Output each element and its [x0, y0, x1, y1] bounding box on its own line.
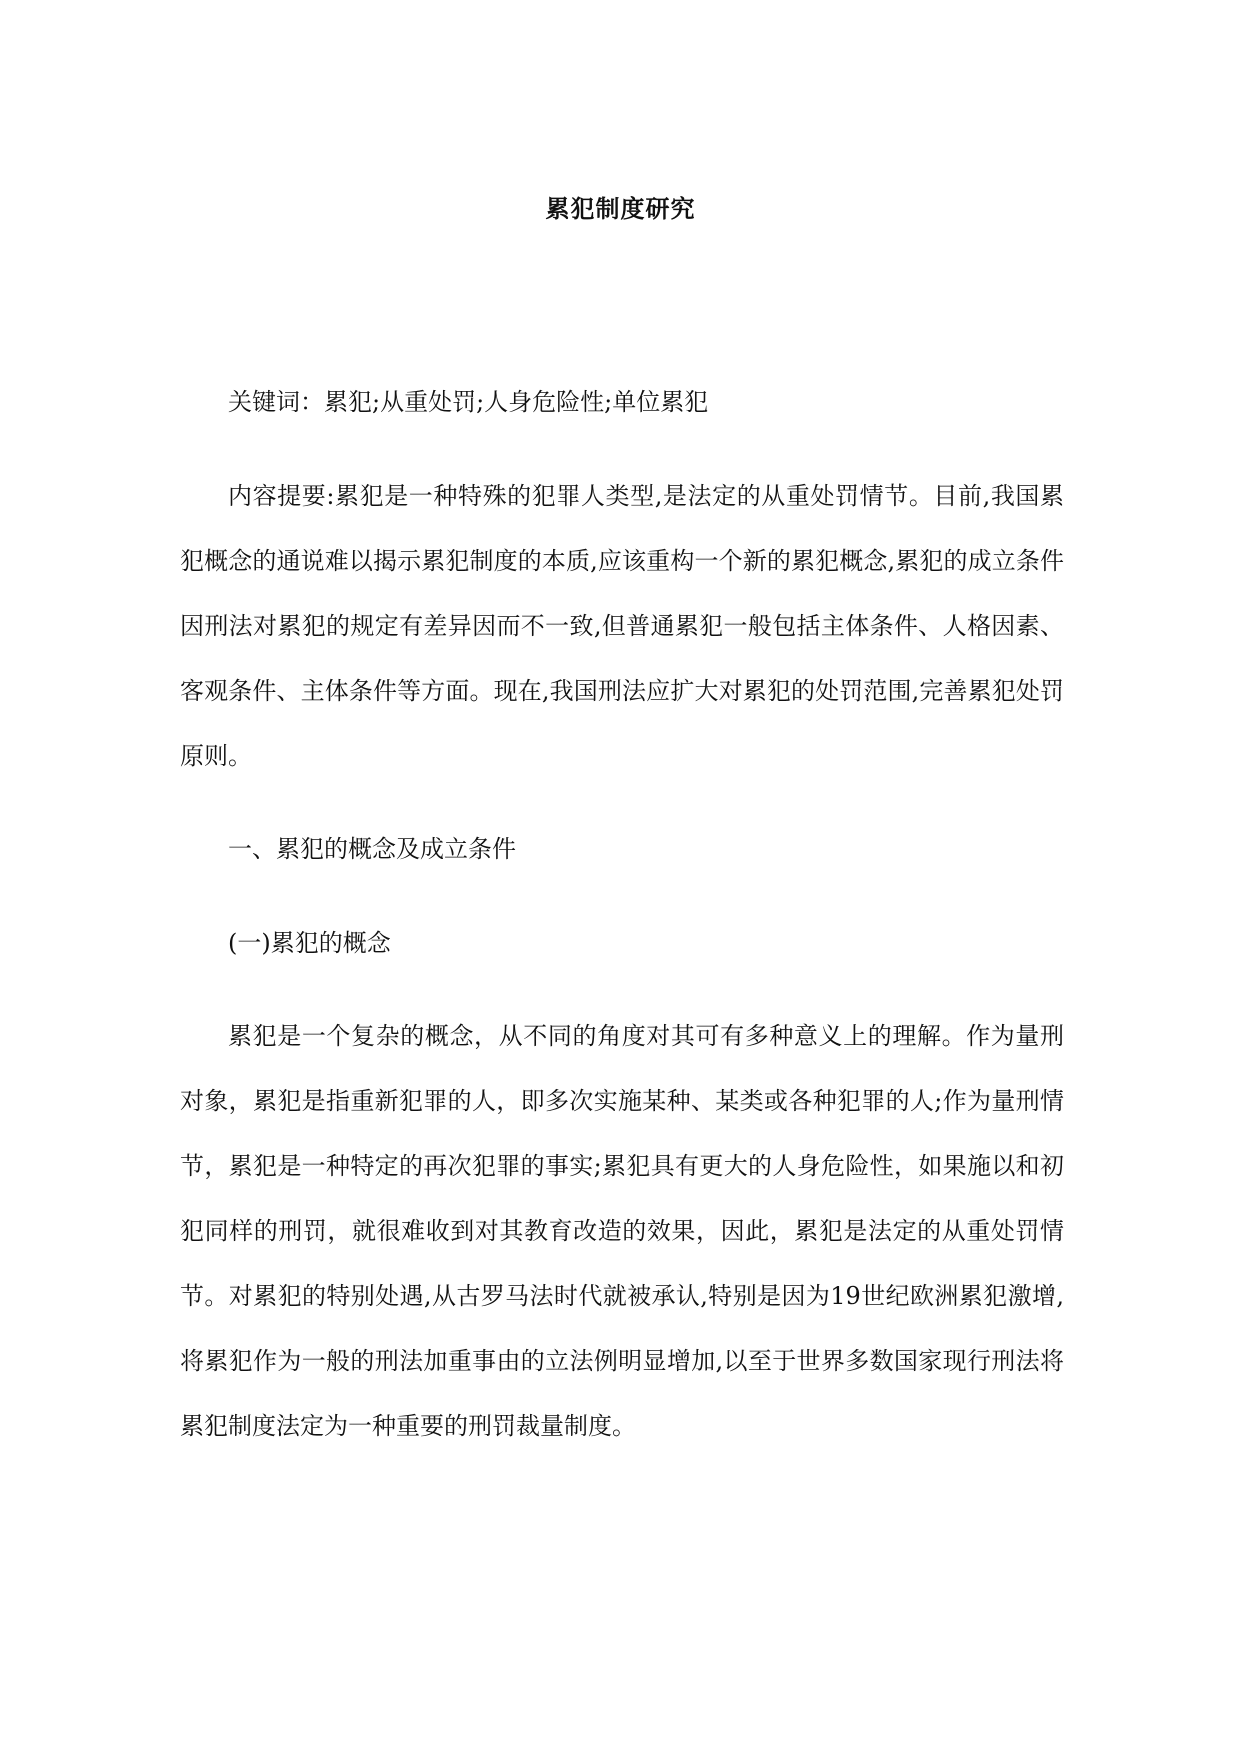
section-heading: 一、累犯的概念及成立条件	[228, 835, 516, 863]
body-paragraph: 累犯是一个复杂的概念，从不同的角度对其可有多种意义上的理解。作为量刑对象，累犯是指重新犯罪的人，即多次实施某种、某类或各种犯罪的人;作为量刑情节，累犯是一种特定的再次犯罪的事实;累犯具有更大的人身危险性，如果施以和初犯同样的刑罚，就很难收到对其教育改造的效果，因此，累犯是法定的从重处罚情节。对累犯的特别处遇,从古罗马法时代就被承认,特别是因为19世纪欧洲累犯激增,将累犯作为一般的刑法加重事由的立法例明显增加,以至于世界多数国家现行刑法将累犯制度法定为一种重要的刑罚裁量制度。	[180, 1022, 1064, 1440]
keywords-line: 关键词：累犯;从重处罚;人身危险性;单位累犯	[228, 388, 709, 416]
document-title: 累犯制度研究	[545, 195, 696, 223]
subsection-heading: (一)累犯的概念	[228, 929, 391, 957]
abstract-paragraph: 内容提要:累犯是一种特殊的犯罪人类型,是法定的从重处罚情节。目前,我国累犯概念的通说难以揭示累犯制度的本质,应该重构一个新的累犯概念,累犯的成立条件因刑法对累犯的规定有差异因而不一致,但普通累犯一般包括主体条件、人格因素、客观条件、主体条件等方面。现在,我国刑法应扩大对累犯的处罚范围,完善累犯处罚原则。	[180, 482, 1064, 770]
